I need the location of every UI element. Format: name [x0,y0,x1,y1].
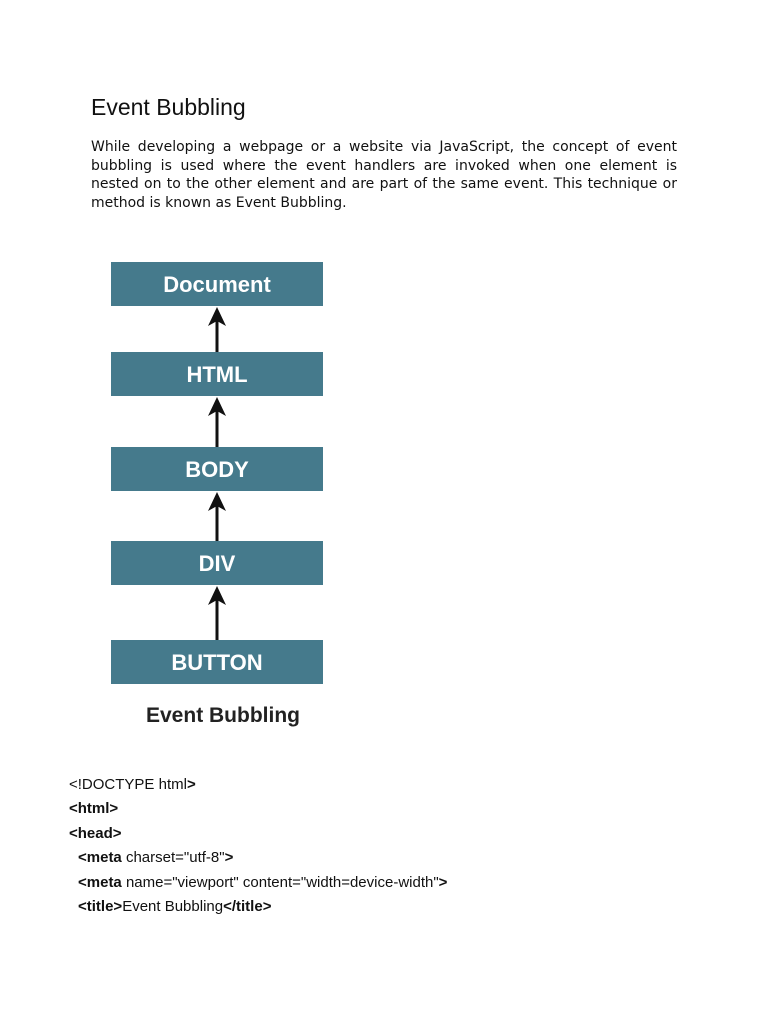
code-tag-token: <meta [78,873,122,891]
diagram-node-button [111,640,323,684]
diagram-arrow-up-icon [208,397,226,447]
diagram-node-body [111,447,323,491]
event-bubbling-diagram [108,258,328,733]
code-line [69,895,719,919]
code-line [69,871,719,895]
code-tag-token: <head> [69,824,122,842]
code-tag-token: </title> [223,897,272,915]
code-snippet [69,773,719,919]
diagram-arrow-up-icon [208,586,226,640]
code-tag-token: <html> [69,800,119,818]
diagram-node-html [111,352,323,396]
diagram-node-document [111,262,323,306]
code-line [69,773,719,797]
diagram-caption: Event Bubbling [146,704,300,727]
code-tag-token: > [438,873,448,891]
code-tag-token: > [186,776,196,793]
diagram-node-label: HTML [186,362,248,387]
code-text-token: <!DOCTYPE html [69,776,187,793]
intro-paragraph: While developing a webpage or a website via JavaScript, the concept of event bubbling is used where the event handlers are invoked when one element is nested on to the other element and are part of the same event. This technique or method is known as Event Bubbling. [91,139,677,211]
code-line [69,822,719,846]
page-title: Event Bubbling [91,94,246,120]
diagram-node-label: DIV [198,551,236,576]
diagram-node-label: Document [163,272,271,297]
code-text-token: name="viewport" content="width=device-width" [121,873,439,891]
diagram-node-label: BODY [185,457,249,482]
code-text-token: charset="utf-8" [121,849,225,867]
code-text-token: Event Bubbling [122,897,224,915]
diagram-node-div [111,541,323,585]
code-line [69,797,719,821]
diagram-node-label: BUTTON [171,650,263,675]
code-tag-token: <title> [78,897,123,915]
code-tag-token: <meta [78,849,122,867]
diagram-arrow-up-icon [208,492,226,541]
code-tag-token: > [224,849,234,867]
diagram-arrow-up-icon [208,307,226,352]
event-bubbling-diagram-svg [108,258,328,733]
code-line [69,846,719,870]
